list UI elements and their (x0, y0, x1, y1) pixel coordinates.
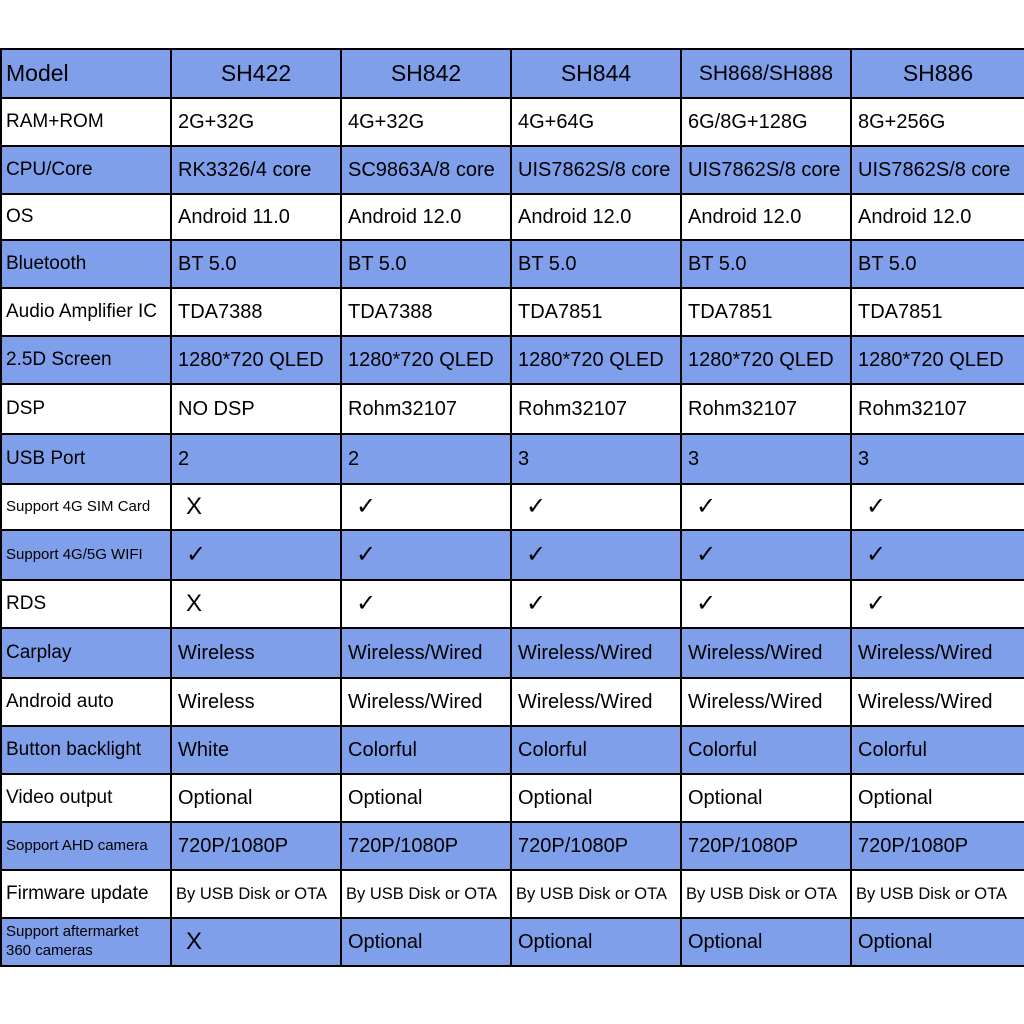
spec-cell: Wireless/Wired (851, 678, 1024, 726)
spec-cell: BT 5.0 (171, 240, 341, 288)
checkmark-icon: ✓ (681, 530, 851, 580)
spec-cell: 2 (341, 434, 511, 484)
spec-cell: By USB Disk or OTA (851, 870, 1024, 918)
checkmark-icon: ✓ (171, 530, 341, 580)
spec-cell: 3 (681, 434, 851, 484)
spec-cell: UIS7862S/8 core (851, 146, 1024, 194)
spec-cell: Colorful (851, 726, 1024, 774)
spec-cell: Wireless (171, 628, 341, 678)
spec-cell: 2G+32G (171, 98, 341, 146)
spec-cell: Wireless/Wired (341, 628, 511, 678)
spec-cell: Optional (511, 774, 681, 822)
spec-cell: BT 5.0 (511, 240, 681, 288)
model-name: SH868/SH888 (681, 49, 851, 98)
spec-cell: Rohm32107 (851, 384, 1024, 434)
spec-cell: Optional (341, 918, 511, 966)
spec-cell: 8G+256G (851, 98, 1024, 146)
table-row (1, 336, 1024, 384)
spec-cell: Wireless/Wired (851, 628, 1024, 678)
table-header-row (1, 49, 1024, 98)
spec-cell: 1280*720 QLED (681, 336, 851, 384)
table-row (1, 870, 1024, 918)
row-label: Support 4G SIM Card (1, 484, 171, 530)
spec-cell: 4G+64G (511, 98, 681, 146)
table-row (1, 288, 1024, 336)
spec-cell: 720P/1080P (511, 822, 681, 870)
table-row (1, 530, 1024, 580)
model-name: SH842 (341, 49, 511, 98)
checkmark-icon: ✓ (851, 530, 1024, 580)
spec-cell: Android 12.0 (341, 194, 511, 240)
spec-cell: Optional (341, 774, 511, 822)
spec-cell: BT 5.0 (341, 240, 511, 288)
spec-cell: Optional (171, 774, 341, 822)
checkmark-icon: ✓ (511, 580, 681, 628)
checkmark-icon: ✓ (341, 530, 511, 580)
row-label: RDS (1, 580, 171, 628)
spec-cell: Colorful (511, 726, 681, 774)
spec-cell: TDA7388 (171, 288, 341, 336)
row-label: DSP (1, 384, 171, 434)
checkmark-icon: ✓ (341, 484, 511, 530)
row-label: OS (1, 194, 171, 240)
spec-cell: Wireless/Wired (341, 678, 511, 726)
table-row (1, 484, 1024, 530)
row-label: CPU/Core (1, 146, 171, 194)
spec-cell: 1280*720 QLED (851, 336, 1024, 384)
spec-cell: 720P/1080P (851, 822, 1024, 870)
spec-cell: 720P/1080P (171, 822, 341, 870)
model-name: SH844 (511, 49, 681, 98)
table-row (1, 678, 1024, 726)
spec-cell: Wireless/Wired (681, 678, 851, 726)
table-row (1, 580, 1024, 628)
checkmark-icon: ✓ (851, 580, 1024, 628)
spec-cell: Rohm32107 (681, 384, 851, 434)
row-label: Bluetooth (1, 240, 171, 288)
checkmark-icon: ✓ (341, 580, 511, 628)
spec-cell: Wireless/Wired (511, 628, 681, 678)
spec-cell: 3 (851, 434, 1024, 484)
checkmark-icon: ✓ (851, 484, 1024, 530)
spec-cell: Wireless/Wired (511, 678, 681, 726)
spec-cell: Android 12.0 (511, 194, 681, 240)
cross-mark-icon: X (171, 918, 341, 966)
row-label: 2.5D Screen (1, 336, 171, 384)
table-row (1, 822, 1024, 870)
spec-cell: Colorful (341, 726, 511, 774)
spec-cell: Optional (681, 774, 851, 822)
spec-cell: Optional (681, 918, 851, 966)
row-label: RAM+ROM (1, 98, 171, 146)
checkmark-icon: ✓ (681, 484, 851, 530)
spec-cell: Android 12.0 (681, 194, 851, 240)
spec-cell: NO DSP (171, 384, 341, 434)
table-row (1, 384, 1024, 434)
spec-cell: 6G/8G+128G (681, 98, 851, 146)
spec-cell: 1280*720 QLED (171, 336, 341, 384)
spec-cell: TDA7851 (681, 288, 851, 336)
spec-cell: 1280*720 QLED (341, 336, 511, 384)
spec-cell: By USB Disk or OTA (171, 870, 341, 918)
table-row (1, 240, 1024, 288)
table-row (1, 194, 1024, 240)
spec-cell: TDA7851 (511, 288, 681, 336)
model-name: SH422 (171, 49, 341, 98)
table-row (1, 146, 1024, 194)
table-row (1, 98, 1024, 146)
checkmark-icon: ✓ (511, 484, 681, 530)
spec-cell: TDA7388 (341, 288, 511, 336)
row-label: Firmware update (1, 870, 171, 918)
row-label: Audio Amplifier IC (1, 288, 171, 336)
spec-cell: Wireless (171, 678, 341, 726)
row-label: Sopport AHD camera (1, 822, 171, 870)
row-label: Android auto (1, 678, 171, 726)
spec-cell: By USB Disk or OTA (341, 870, 511, 918)
spec-cell: Rohm32107 (341, 384, 511, 434)
table-row (1, 434, 1024, 484)
spec-cell: 2 (171, 434, 341, 484)
spec-cell: Wireless/Wired (681, 628, 851, 678)
spec-cell: Rohm32107 (511, 384, 681, 434)
spec-cell: Colorful (681, 726, 851, 774)
spec-cell: RK3326/4 core (171, 146, 341, 194)
row-label: Button backlight (1, 726, 171, 774)
spec-cell: BT 5.0 (851, 240, 1024, 288)
table-row (1, 726, 1024, 774)
row-label: Video output (1, 774, 171, 822)
spec-cell: 3 (511, 434, 681, 484)
spec-cell: Optional (851, 774, 1024, 822)
model-name: SH886 (851, 49, 1024, 98)
spec-cell: By USB Disk or OTA (511, 870, 681, 918)
spec-cell: TDA7851 (851, 288, 1024, 336)
row-label: Support aftermarket 360 cameras (1, 918, 171, 966)
table-row (1, 774, 1024, 822)
spec-cell: UIS7862S/8 core (681, 146, 851, 194)
table-row (1, 918, 1024, 966)
spec-cell: SC9863A/8 core (341, 146, 511, 194)
checkmark-icon: ✓ (511, 530, 681, 580)
spec-cell: 1280*720 QLED (511, 336, 681, 384)
spec-cell: 720P/1080P (681, 822, 851, 870)
spec-cell: Optional (851, 918, 1024, 966)
cross-mark-icon: X (171, 484, 341, 530)
spec-cell: Android 12.0 (851, 194, 1024, 240)
spec-cell: UIS7862S/8 core (511, 146, 681, 194)
spec-cell: 720P/1080P (341, 822, 511, 870)
spec-cell: Android 11.0 (171, 194, 341, 240)
row-label: Support 4G/5G WIFI (1, 530, 171, 580)
row-label: USB Port (1, 434, 171, 484)
checkmark-icon: ✓ (681, 580, 851, 628)
spec-comparison-table (0, 48, 1024, 967)
cross-mark-icon: X (171, 580, 341, 628)
spec-cell: By USB Disk or OTA (681, 870, 851, 918)
spec-cell: White (171, 726, 341, 774)
spec-cell: BT 5.0 (681, 240, 851, 288)
spec-cell: 4G+32G (341, 98, 511, 146)
header-label-model: Model (1, 49, 171, 98)
table-row (1, 628, 1024, 678)
row-label: Carplay (1, 628, 171, 678)
spec-cell: Optional (511, 918, 681, 966)
